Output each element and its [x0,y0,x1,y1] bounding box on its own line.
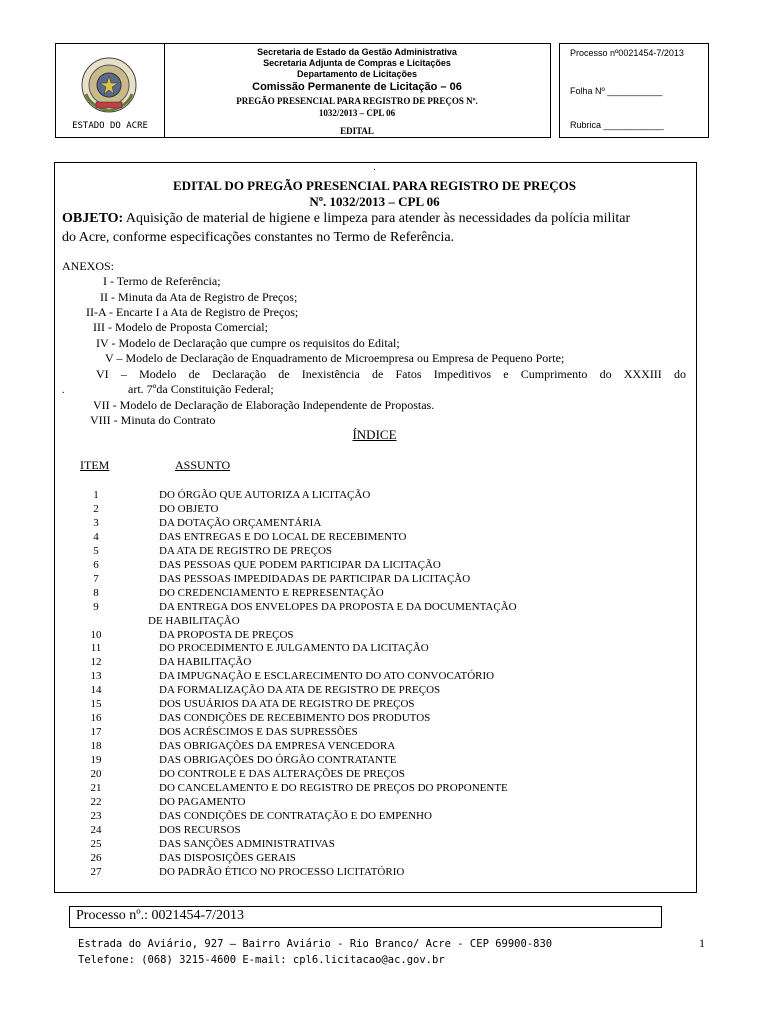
index-item-subject: DA DOTAÇÃO ORÇAMENTÁRIA [159,516,322,529]
document-title: EDITAL DO PREGÃO PRESENCIAL PARA REGISTRO DE PREÇOS [173,178,576,193]
header-folha: Folha Nº ___________ [570,86,663,96]
index-item-number: 7 [93,572,99,585]
anexo-item: IV - Modelo de Declaração que cumpre os requisitos do Edital; [96,336,400,350]
anexo-roman-label: IV [96,336,109,350]
index-item-subject: DO CANCELAMENTO E DO REGISTRO DE PREÇOS DO PROPONENTE [159,781,508,794]
anexo-text: Encarte I a Ata de Registro de Preços; [116,305,299,319]
index-item-subject: DO OBJETO [159,502,219,515]
index-item-number: 3 [93,516,99,529]
anexo-item: VI – Modelo de Declaração de Inexistência de Fatos Impeditivos e Cumprimento do XXXIII do [96,367,687,381]
header-logo-box [55,43,165,138]
index-item-subject: DAS DISPOSIÇÕES GERAIS [159,851,296,864]
anexo-item: VIII - Minuta do Contrato [90,413,216,427]
anexo-item: II - Minuta da Ata de Registro de Preços; [100,290,298,304]
anexo-text: Minuta do Contrato [120,413,216,427]
index-item-number: 14 [90,684,102,697]
header-processo: Processo nº0021454-7/2013 [570,48,684,58]
index-item-number: 12 [90,656,102,669]
index-item-number: 15 [90,698,102,711]
index-item-number: 21 [90,781,102,794]
header-departamento: Departamento de Licitações [296,69,418,79]
header-edital: EDITAL [340,126,374,136]
column-assunto: ASSUNTO [175,458,231,472]
index-item-number: 20 [90,768,102,780]
index-item-subject: DAS CONDIÇÕES DE CONTRATAÇÃO E DO EMPENHO [159,809,432,822]
index-item-subject: DA HABILITAÇÃO [159,656,252,669]
index-item-subject: DOS ACRÉSCIMOS E DAS SUPRESSÕES [159,726,358,739]
index-item-subject: DO CREDENCIAMENTO E REPRESENTAÇÃO [159,586,384,599]
anexos-label: ANEXOS: [62,259,115,273]
header-rubrica: Rubrica ____________ [570,120,664,130]
objeto-paragraph [62,209,694,228]
index-item-subject: DA ATA DE REGISTRO DE PREÇOS [159,544,333,557]
index-item-subject: DAS OBRIGAÇÕES DO ÓRGÃO CONTRATANTE [159,754,397,767]
index-item-number: 25 [90,837,102,850]
anexo-text: Modelo de Declaração de Inexistência de Fatos Impeditivos e Cumprimento do XXXIII do [139,367,687,381]
index-item-number: 2 [93,502,99,515]
anexo-text: Modelo de Declaração que cumpre os requisitos do Edital; [118,336,400,350]
state-label: ESTADO DO ACRE [72,121,148,131]
index-item-subject: DAS PESSOAS QUE PODEM PARTICIPAR DA LICITAÇÃO [159,558,441,571]
top-dot: . [373,162,376,173]
index-item-subject: DA IMPUGNAÇÃO E ESCLARECIMENTO DO ATO CONVOCATÓRIO [159,670,495,683]
header-comissao: Comissão Permanente de Licitação – 06 [252,81,462,93]
index-item-subject: DAS ENTREGAS E DO LOCAL DE RECEBIMENTO [159,530,407,543]
anexo-item: II-A - Encarte I a Ata de Registro de Preços; [86,305,299,319]
index-item-number: 19 [90,754,102,767]
document-number: Nº. 1032/2013 – CPL 06 [309,194,440,209]
index-item-subject: DAS PESSOAS IMPEDIDADAS DE PARTICIPAR DA LICITAÇÃO [159,572,471,585]
index-item-subject: DAS SANÇÕES ADMINISTRATIVAS [159,837,335,850]
anexo-roman-label: V [105,351,114,365]
header-process-box [559,43,709,138]
anexo-item: VII - Modelo de Declaração de Elaboração Independente de Propostas. [93,398,435,412]
index-item-number: 6 [93,558,99,571]
index-item-subject: DO ÓRGÃO QUE AUTORIZA A LICITAÇÃO [159,489,371,501]
index-item-subject: DOS USUÁRIOS DA ATA DE REGISTRO DE PREÇOS [159,698,415,711]
anexo-text: Minuta da Ata de Registro de Preços; [118,290,298,304]
index-item-subject: DA ENTREGA DOS ENVELOPES DA PROPOSTA E DA DOCUMENTAÇÃO [159,600,517,613]
index-item-number: 13 [90,670,102,683]
anexo-roman-label: VII [93,398,110,412]
index-item-subject: DOS RECURSOS [159,823,241,836]
anexo-text: Termo de Referência; [116,274,221,288]
index-item-number: 10 [90,628,102,641]
index-item-number: 24 [90,823,102,836]
column-item: ITEM [80,458,110,472]
objeto-text-line2: do Acre, conforme especificações constantes no Termo de Referência. [62,230,455,245]
index-item-subject: DE HABILITAÇÃO [148,614,240,627]
anexo-roman-label: III [93,320,105,334]
header-secretaria-adjunta: Secretaria Adjunta de Compras e Licitações [263,58,451,68]
index-item-number: 18 [90,740,102,753]
anexo-text: Modelo de Declaração de Enquadramento de Microempresa ou Empresa de Pequeno Porte; [125,351,565,365]
index-item-subject: DAS CONDIÇÕES DE RECEBIMENTO DOS PRODUTOS [159,712,431,725]
anexo-item: V – Modelo de Declaração de Enquadramento de Microempresa ou Empresa de Pequeno Porte; [105,351,565,365]
anexo-item [128,382,274,397]
indice-heading: ÍNDICE [352,427,397,442]
anexo-text: Modelo de Proposta Comercial; [115,320,268,334]
index-item-subject: DAS OBRIGAÇÕES DA EMPRESA VENCEDORA [159,740,396,753]
header-secretaria: Secretaria de Estado da Gestão Administrativa [257,47,457,57]
index-item-number: 22 [90,795,102,808]
anexo-roman-label: II [100,290,108,304]
header-numero: 1032/2013 – CPL 06 [318,108,396,118]
index-item-number: 4 [93,530,99,543]
index-item-number: 1 [93,489,99,501]
objeto-label: OBJETO: [62,211,124,226]
index-item-number: 5 [93,544,99,557]
index-item-number: 26 [90,851,102,864]
page-number: 1 [699,936,705,950]
index-item-subject: DO PAGAMENTO [159,795,246,808]
processo-box [69,906,662,928]
header-title-box [164,43,551,138]
index-item-subject: DA FORMALIZAÇÃO DA ATA DE REGISTRO DE PREÇOS [159,684,441,697]
index-item-number: 27 [90,865,102,878]
index-item-number: 16 [90,712,102,725]
objeto-text-line1: Aquisição de material de higiene e limpeza para atender às necessidades da polícia militar [123,211,631,226]
index-item-subject: DA PROPOSTA DE PREÇOS [159,628,294,641]
anexo-text: Modelo de Declaração de Elaboração Independente de Propostas. [119,398,435,412]
anexo-item: III - Modelo de Proposta Comercial; [93,320,268,334]
index-item-subject: DO PROCEDIMENTO E JULGAMENTO DA LICITAÇÃO [159,642,429,655]
state-seal-icon [80,56,138,114]
anexo-roman-label: VIII [90,413,111,427]
footer-address: Estrada do Aviário, 927 – Bairro Aviário - Rio Branco/ Acre - CEP 69900-830 [78,938,553,950]
header-pregao: PREGÃO PRESENCIAL PARA REGISTRO DE PREÇOS Nº. [236,96,478,106]
index-item-number: 23 [90,809,102,822]
anexo-roman-label: II-A [86,305,106,319]
anexo-roman-label: VI [96,367,109,381]
index-item-number: 8 [93,586,99,599]
processo-text: Processo nº.: 0021454-7/2013 [76,908,245,923]
index-item-number: 11 [90,642,102,655]
footer-contact: Telefone: (068) 3215-4600 E-mail: cpl6.licitacao@ac.gov.br [78,954,445,966]
anexo-roman-label: I [103,274,107,288]
margin-dot: . [62,385,65,396]
index-item-subject: DO PADRÃO ÉTICO NO PROCESSO LICITATÓRIO [159,865,405,878]
index-item-number: 17 [90,726,102,739]
index-item-number: 9 [93,600,99,613]
anexo-text: art. 7ºda Constituição Federal; [128,382,274,396]
anexo-item: I - Termo de Referência; [103,274,221,288]
index-item-subject: DO CONTROLE E DAS ALTERAÇÕES DE PREÇOS [159,768,405,780]
